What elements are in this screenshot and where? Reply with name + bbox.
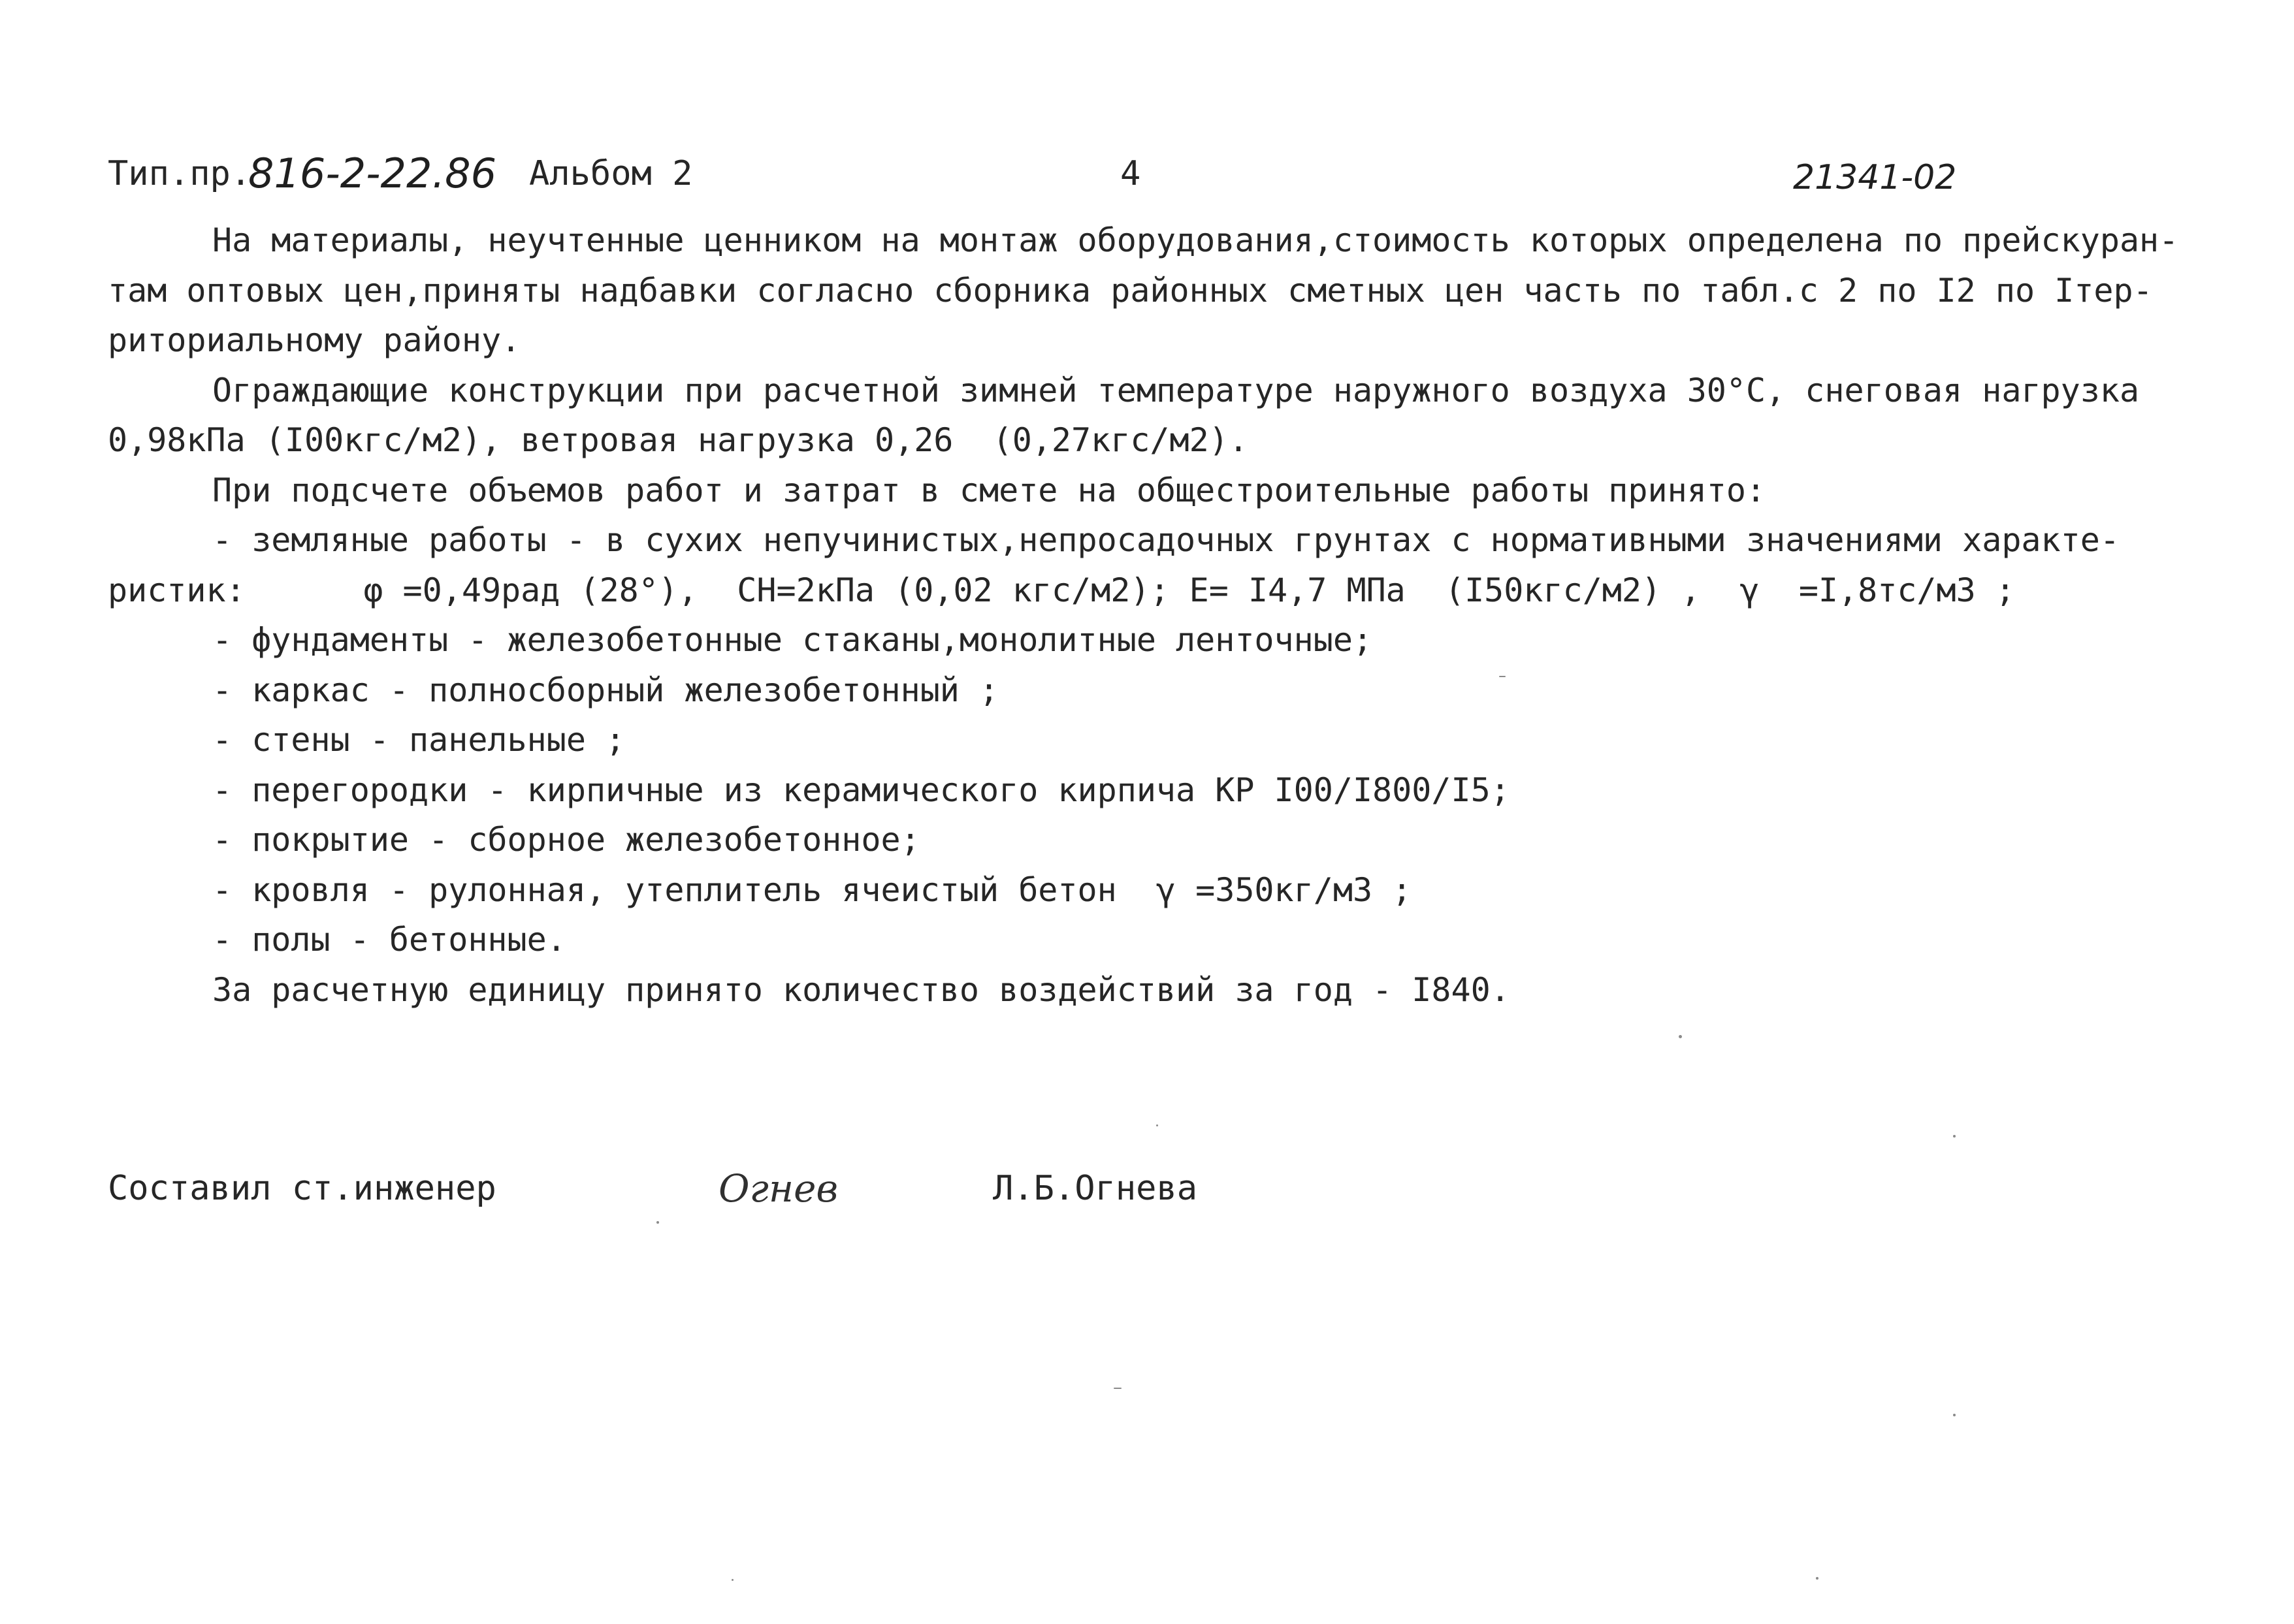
signer-name: Л.Б.Огнева: [993, 1169, 1198, 1208]
document-body: [108, 215, 2211, 1015]
page-number: 4: [1120, 154, 1141, 193]
text-line: При подсчете объемов работ и затрат в смете на общестроительные работы принято:: [212, 471, 1766, 509]
text-line: - перегородки - кирпичные из керамического кирпича КР I00/I800/I5;: [212, 771, 1510, 809]
scan-speck: [656, 1221, 659, 1224]
scan-speck: [732, 1579, 734, 1581]
scan-speck: [1499, 676, 1506, 677]
text-line: Ограждающие конструкции при расчетной зимней температуре наружного воздуха 30°С, снеговая нагрузка: [212, 371, 2140, 409]
text-line: ристик: φ =0,49рад (28°), СН=2кПа (0,02 кгс/м2); Е= I4,7 МПа (I50кгс/м2) , γ =I,8тс/м3 ;: [108, 571, 2015, 609]
scan-speck: [1156, 1124, 1158, 1126]
text-line: - покрытие - сборное железобетонное;: [212, 821, 920, 859]
text-line: На материалы, неучтенные ценником на монтаж оборудования,стоимость которых определена по прейскуран-: [212, 221, 2179, 259]
scan-speck: [1114, 1388, 1122, 1389]
handwritten-signature: Огнев: [719, 1166, 839, 1211]
text-line: - земляные работы - в сухих непучинистых,непросадочных грунтах с нормативными значениями характе-: [212, 521, 2120, 559]
signature-block: [108, 1162, 1545, 1215]
document-number: 21341-02: [1793, 158, 1957, 197]
scan-speck: [1679, 1035, 1682, 1038]
project-number: 816-2-22.86: [248, 150, 497, 197]
text-line: там оптовых цен,приняты надбавки согласно сборника районных сметных цен часть по табл.с 2 по I2 по Iтер-: [108, 271, 2153, 310]
scan-speck: [1953, 1414, 1956, 1416]
text-line: - каркас - полносборный железобетонный ;: [212, 671, 999, 709]
text-line: - фундаменты - железобетонные стаканы,монолитные ленточные;: [212, 621, 1373, 659]
scan-speck: [1816, 1577, 1818, 1580]
signature-role: Составил ст.инженер: [108, 1169, 496, 1208]
text-line: риториальному району.: [108, 321, 521, 359]
text-line: - стены - панельные ;: [212, 721, 626, 759]
album-label: Альбом 2: [529, 154, 693, 193]
text-line: - полы - бетонные.: [212, 921, 566, 959]
header-prefix: Тип.пр.: [108, 154, 251, 193]
text-line: 0,98кПа (I00кгс/м2), ветровая нагрузка 0,26 (0,27кгс/м2).: [108, 421, 1248, 459]
text-line: За расчетную единицу принято количество воздействий за год - I840.: [212, 970, 1510, 1009]
scan-speck: [1953, 1135, 1956, 1138]
document-header: [108, 148, 2185, 200]
text-line: - кровля - рулонная, утеплитель ячеистый бетон γ =350кг/м3 ;: [212, 870, 1412, 909]
